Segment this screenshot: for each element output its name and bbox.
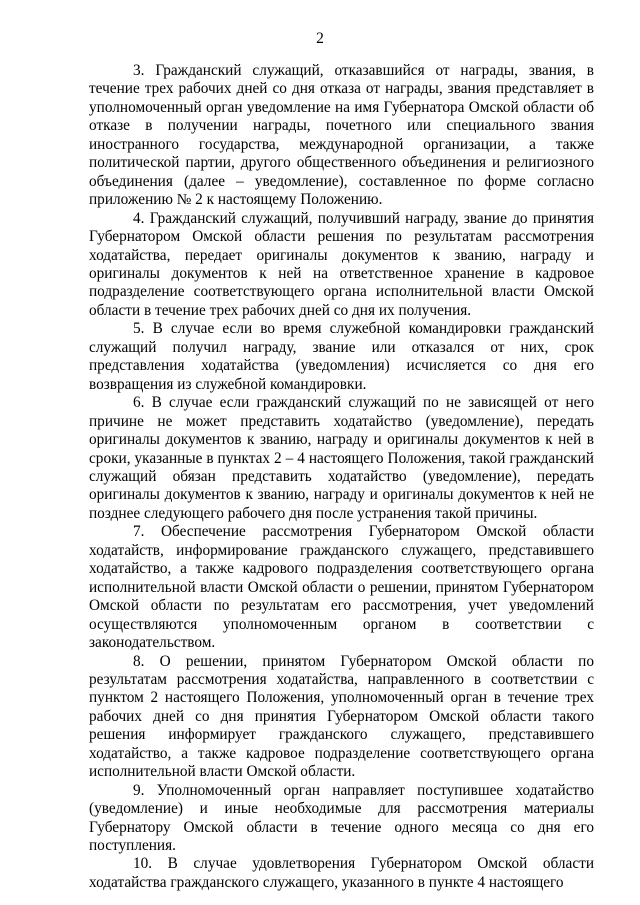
paragraph-9: 9. Уполномоченный орган направляет поступившее ходатайство (уведомление) и иные необходимые для рассмотрения материалы Губернатору Омской области в течение одного месяца со дня его поступления. (89, 781, 594, 855)
paragraph-3: 3. Гражданский служащий, отказавшийся от награды, звания, в течение трех рабочих дней со дня отказа от награды, звания представляет в уполномоченный орган уведомление на имя Губернатора Омской области об отказе в получении награды, почетного или специального звания иностранного государства, международной организации, а также политической партии, другого общественного объединения и религиозного объединения (далее – уведомление), составленное по форме согласно приложению № 2 к настоящему Положению. (89, 62, 594, 209)
paragraph-6: 6. В случае если гражданский служащий по не зависящей от него причине не может представить ходатайство (уведомление), передать оригиналы документов к званию, награду и оригиналы документов к ней в сроки, указанные в пунктах 2 – 4 настоящего Положения, такой гражданский служащий обязан представить ходатайство (уведомление), передать оригиналы документов к званию, награду и оригиналы документов к ней не позднее следующего рабочего дня после устранения такой причины. (89, 394, 594, 522)
page-number: 2 (316, 30, 324, 47)
paragraph-7: 7. Обеспечение рассмотрения Губернатором Омской области ходатайств, информирование гражданского служащего, представившего ходатайство, а также кадрового подразделения соответствующего органа исполнительной власти Омской области о решении, принятом Губернатором Омской области по результатам его рассмотрения, учет уведомлений осуществляются уполномоченным органом в соответствии с законодательством. (89, 523, 594, 652)
paragraph-8: 8. О решении, принятом Губернатором Омской области по результатам рассмотрения ходатайства, направленного в соответствии с пунктом 2 настоящего Положения, уполномоченный орган в течение трех рабочих дней со дня принятия Губернатором Омской области такого решения информирует гражданского служащего, представившего ходатайство, а также кадровое подразделение соответствующего органа исполнительной власти Омской области. (89, 652, 594, 781)
paragraph-10: 10. В случае удовлетворения Губернатором Омской области ходатайства гражданского служащего, указанного в пункте 4 настоящего (89, 855, 594, 891)
document-body (89, 62, 594, 892)
paragraph-4: 4. Гражданский служащий, получивший награду, звание до принятия Губернатором Омской области решения по результатам рассмотрения ходатайства, передает оригиналы документов к званию, награду и оригиналы документов к ней на ответственное хранение в кадровое подразделение соответствующего органа исполнительной власти Омской области в течение трех рабочих дней со дня их получения. (89, 209, 594, 319)
paragraph-5: 5. В случае если во время служебной командировки гражданский служащий получил награду, звание или отказался от них, срок представления ходатайства (уведомления) исчисляется со дня его возвращения из служебной командировки. (89, 320, 594, 393)
